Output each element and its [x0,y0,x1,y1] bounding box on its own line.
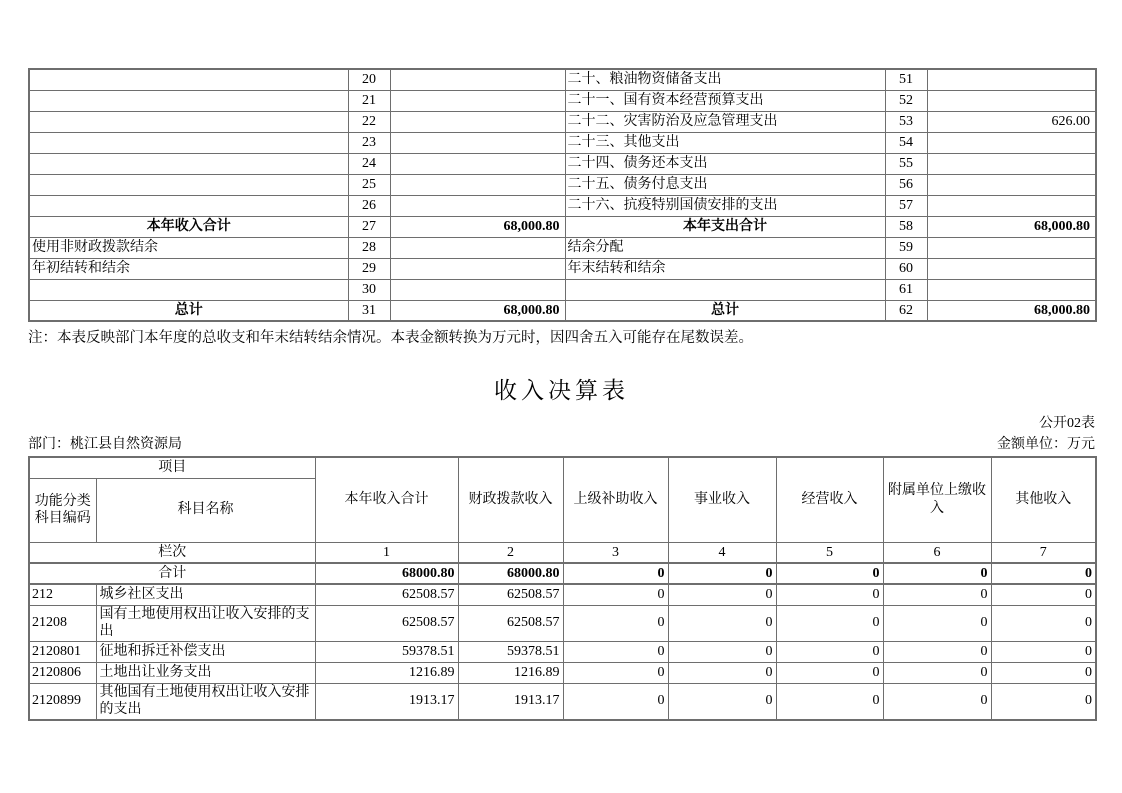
subject-code: 2120801 [29,641,96,662]
subject-name: 城乡社区支出 [96,584,315,605]
summary-row [29,258,1096,279]
amount-right: 626.00 [927,111,1096,132]
row-no-right: 59 [885,237,927,258]
income-value: 0 [776,563,883,584]
amount-left: 68,000.80 [390,216,565,237]
item-label-right: 二十三、其他支出 [565,132,885,153]
row-no-left: 28 [348,237,390,258]
amount-left [390,132,565,153]
table-note: 注：本表反映部门本年度的总收支和年末结转结余情况。本表金额转换为万元时，因四舍五入可能存在尾数误差。 [28,330,753,346]
summary-total-row [29,216,1096,237]
amount-left: 68,000.80 [390,300,565,321]
income-value: 0 [563,641,668,662]
subject-name: 征地和拆迁补偿支出 [96,641,315,662]
amount-left [390,90,565,111]
amount-right [927,237,1096,258]
amount-right: 68,000.80 [927,216,1096,237]
income-value: 0 [991,641,1096,662]
income-value: 0 [991,683,1096,720]
item-label-left: 年初结转和结余 [29,258,348,279]
amount-left [390,237,565,258]
income-value: 62508.57 [458,605,563,641]
income-value: 0 [776,605,883,641]
summary-grand-total-row [29,300,1096,321]
row-no-left: 27 [348,216,390,237]
summary-table [28,68,1097,322]
row-no-right: 62 [885,300,927,321]
income-value: 0 [563,605,668,641]
column-header-total: 本年收入合计 [315,457,458,542]
income-value: 1913.17 [315,683,458,720]
item-label-left [29,279,348,300]
table-meta-row [28,433,1095,453]
summary-row [29,90,1096,111]
row-no-right: 55 [885,153,927,174]
item-label-right: 二十、粮油物资储备支出 [565,69,885,90]
item-label-left [29,195,348,216]
income-value: 0 [883,584,991,605]
row-no-right: 58 [885,216,927,237]
subject-name: 合计 [29,563,315,584]
amount-right [927,258,1096,279]
income-value: 68000.80 [315,563,458,584]
row-no-left: 22 [348,111,390,132]
summary-row [29,69,1096,90]
amount-right [927,195,1096,216]
column-index-row [29,542,1096,563]
income-value: 1913.17 [458,683,563,720]
column-header-operating: 经营收入 [776,457,883,542]
income-value: 62508.57 [315,605,458,641]
column-header-other: 其他收入 [991,457,1096,542]
summary-row [29,279,1096,300]
item-label-right: 二十二、灾害防治及应急管理支出 [565,111,885,132]
income-value: 0 [668,683,776,720]
column-index: 3 [563,542,668,563]
income-value: 0 [883,641,991,662]
income-value: 0 [563,584,668,605]
row-no-left: 21 [348,90,390,111]
row-no-right: 54 [885,132,927,153]
amount-left [390,111,565,132]
column-index: 2 [458,542,563,563]
income-row [29,605,1096,641]
subject-code: 2120806 [29,662,96,683]
department-label: 部门：桃江县自然资源局 [28,437,182,452]
amount-left [390,174,565,195]
amount-left [390,258,565,279]
summary-row [29,153,1096,174]
income-value: 0 [563,683,668,720]
income-value: 0 [883,605,991,641]
item-label-right: 二十一、国有资本经营预算支出 [565,90,885,111]
column-header-fiscal: 财政拨款收入 [458,457,563,542]
table-number-label: 公开02表 [1039,416,1095,431]
income-value: 0 [668,662,776,683]
unit-label: 金额单位：万元 [997,437,1095,452]
income-value: 68000.80 [458,563,563,584]
item-label-right: 年末结转和结余 [565,258,885,279]
item-label-left: 使用非财政拨款结余 [29,237,348,258]
income-row [29,584,1096,605]
item-label-left [29,69,348,90]
income-value: 0 [991,563,1096,584]
subject-name: 国有土地使用权出让收入安排的支出 [96,605,315,641]
item-label-left [29,153,348,174]
income-value: 0 [883,683,991,720]
row-no-left: 25 [348,174,390,195]
income-value: 1216.89 [315,662,458,683]
amount-left [390,153,565,174]
column-index: 4 [668,542,776,563]
item-label-left: 总计 [29,300,348,321]
income-value: 0 [668,563,776,584]
row-no-right: 53 [885,111,927,132]
income-value: 0 [668,584,776,605]
row-no-right: 56 [885,174,927,195]
column-header-superior: 上级补助收入 [563,457,668,542]
income-value: 0 [668,605,776,641]
item-label-left [29,132,348,153]
income-value: 0 [563,563,668,584]
income-value: 0 [991,605,1096,641]
lanci-label: 栏次 [29,542,315,563]
row-no-right: 61 [885,279,927,300]
item-label-left [29,90,348,111]
item-label-right: 总计 [565,300,885,321]
income-value: 0 [668,641,776,662]
column-header-affiliated: 附属单位上缴收入 [883,457,991,542]
subject-code: 21208 [29,605,96,641]
income-value: 1216.89 [458,662,563,683]
amount-right [927,174,1096,195]
income-value: 0 [883,662,991,683]
income-value: 0 [776,683,883,720]
subject-code: 2120899 [29,683,96,720]
amount-right [927,279,1096,300]
summary-row [29,174,1096,195]
column-header-business: 事业收入 [668,457,776,542]
row-no-left: 31 [348,300,390,321]
item-label-right [565,279,885,300]
amount-right: 68,000.80 [927,300,1096,321]
summary-row [29,132,1096,153]
row-no-left: 20 [348,69,390,90]
column-index: 7 [991,542,1096,563]
item-label-right: 结余分配 [565,237,885,258]
income-value: 0 [991,584,1096,605]
income-row [29,662,1096,683]
amount-right [927,132,1096,153]
item-label-right: 二十六、抗疫特别国债安排的支出 [565,195,885,216]
income-value: 0 [776,662,883,683]
item-label-left [29,111,348,132]
row-no-left: 23 [348,132,390,153]
income-value: 0 [563,662,668,683]
header-row [29,457,1096,478]
income-value: 59378.51 [458,641,563,662]
subject-name: 土地出让业务支出 [96,662,315,683]
column-index: 5 [776,542,883,563]
subject-name: 其他国有土地使用权出让收入安排的支出 [96,683,315,720]
item-label-right: 二十四、债务还本支出 [565,153,885,174]
summary-row [29,111,1096,132]
income-table-title: 收入决算表 [494,378,629,403]
income-value: 59378.51 [315,641,458,662]
header-subject-name: 科目名称 [96,478,315,542]
summary-row [29,237,1096,258]
amount-right [927,153,1096,174]
item-label-left [29,174,348,195]
item-label-right: 本年支出合计 [565,216,885,237]
row-no-left: 29 [348,258,390,279]
income-value: 0 [991,662,1096,683]
amount-left [390,279,565,300]
header-code: 功能分类科目编码 [29,478,96,542]
item-label-right: 二十五、债务付息支出 [565,174,885,195]
row-no-left: 26 [348,195,390,216]
income-value: 0 [776,584,883,605]
row-no-right: 60 [885,258,927,279]
header-project: 项目 [29,457,315,478]
item-label-left: 本年收入合计 [29,216,348,237]
row-no-right: 57 [885,195,927,216]
income-value: 0 [883,563,991,584]
column-index: 6 [883,542,991,563]
income-table [28,456,1097,721]
row-no-right: 52 [885,90,927,111]
subject-code: 212 [29,584,96,605]
summary-row [29,195,1096,216]
amount-right [927,69,1096,90]
income-row [29,641,1096,662]
row-no-left: 30 [348,279,390,300]
column-index: 1 [315,542,458,563]
amount-right [927,90,1096,111]
income-row [29,683,1096,720]
amount-left [390,69,565,90]
income-value: 0 [776,641,883,662]
row-no-left: 24 [348,153,390,174]
income-total-row [29,563,1096,584]
income-value: 62508.57 [315,584,458,605]
row-no-right: 51 [885,69,927,90]
amount-left [390,195,565,216]
income-value: 62508.57 [458,584,563,605]
